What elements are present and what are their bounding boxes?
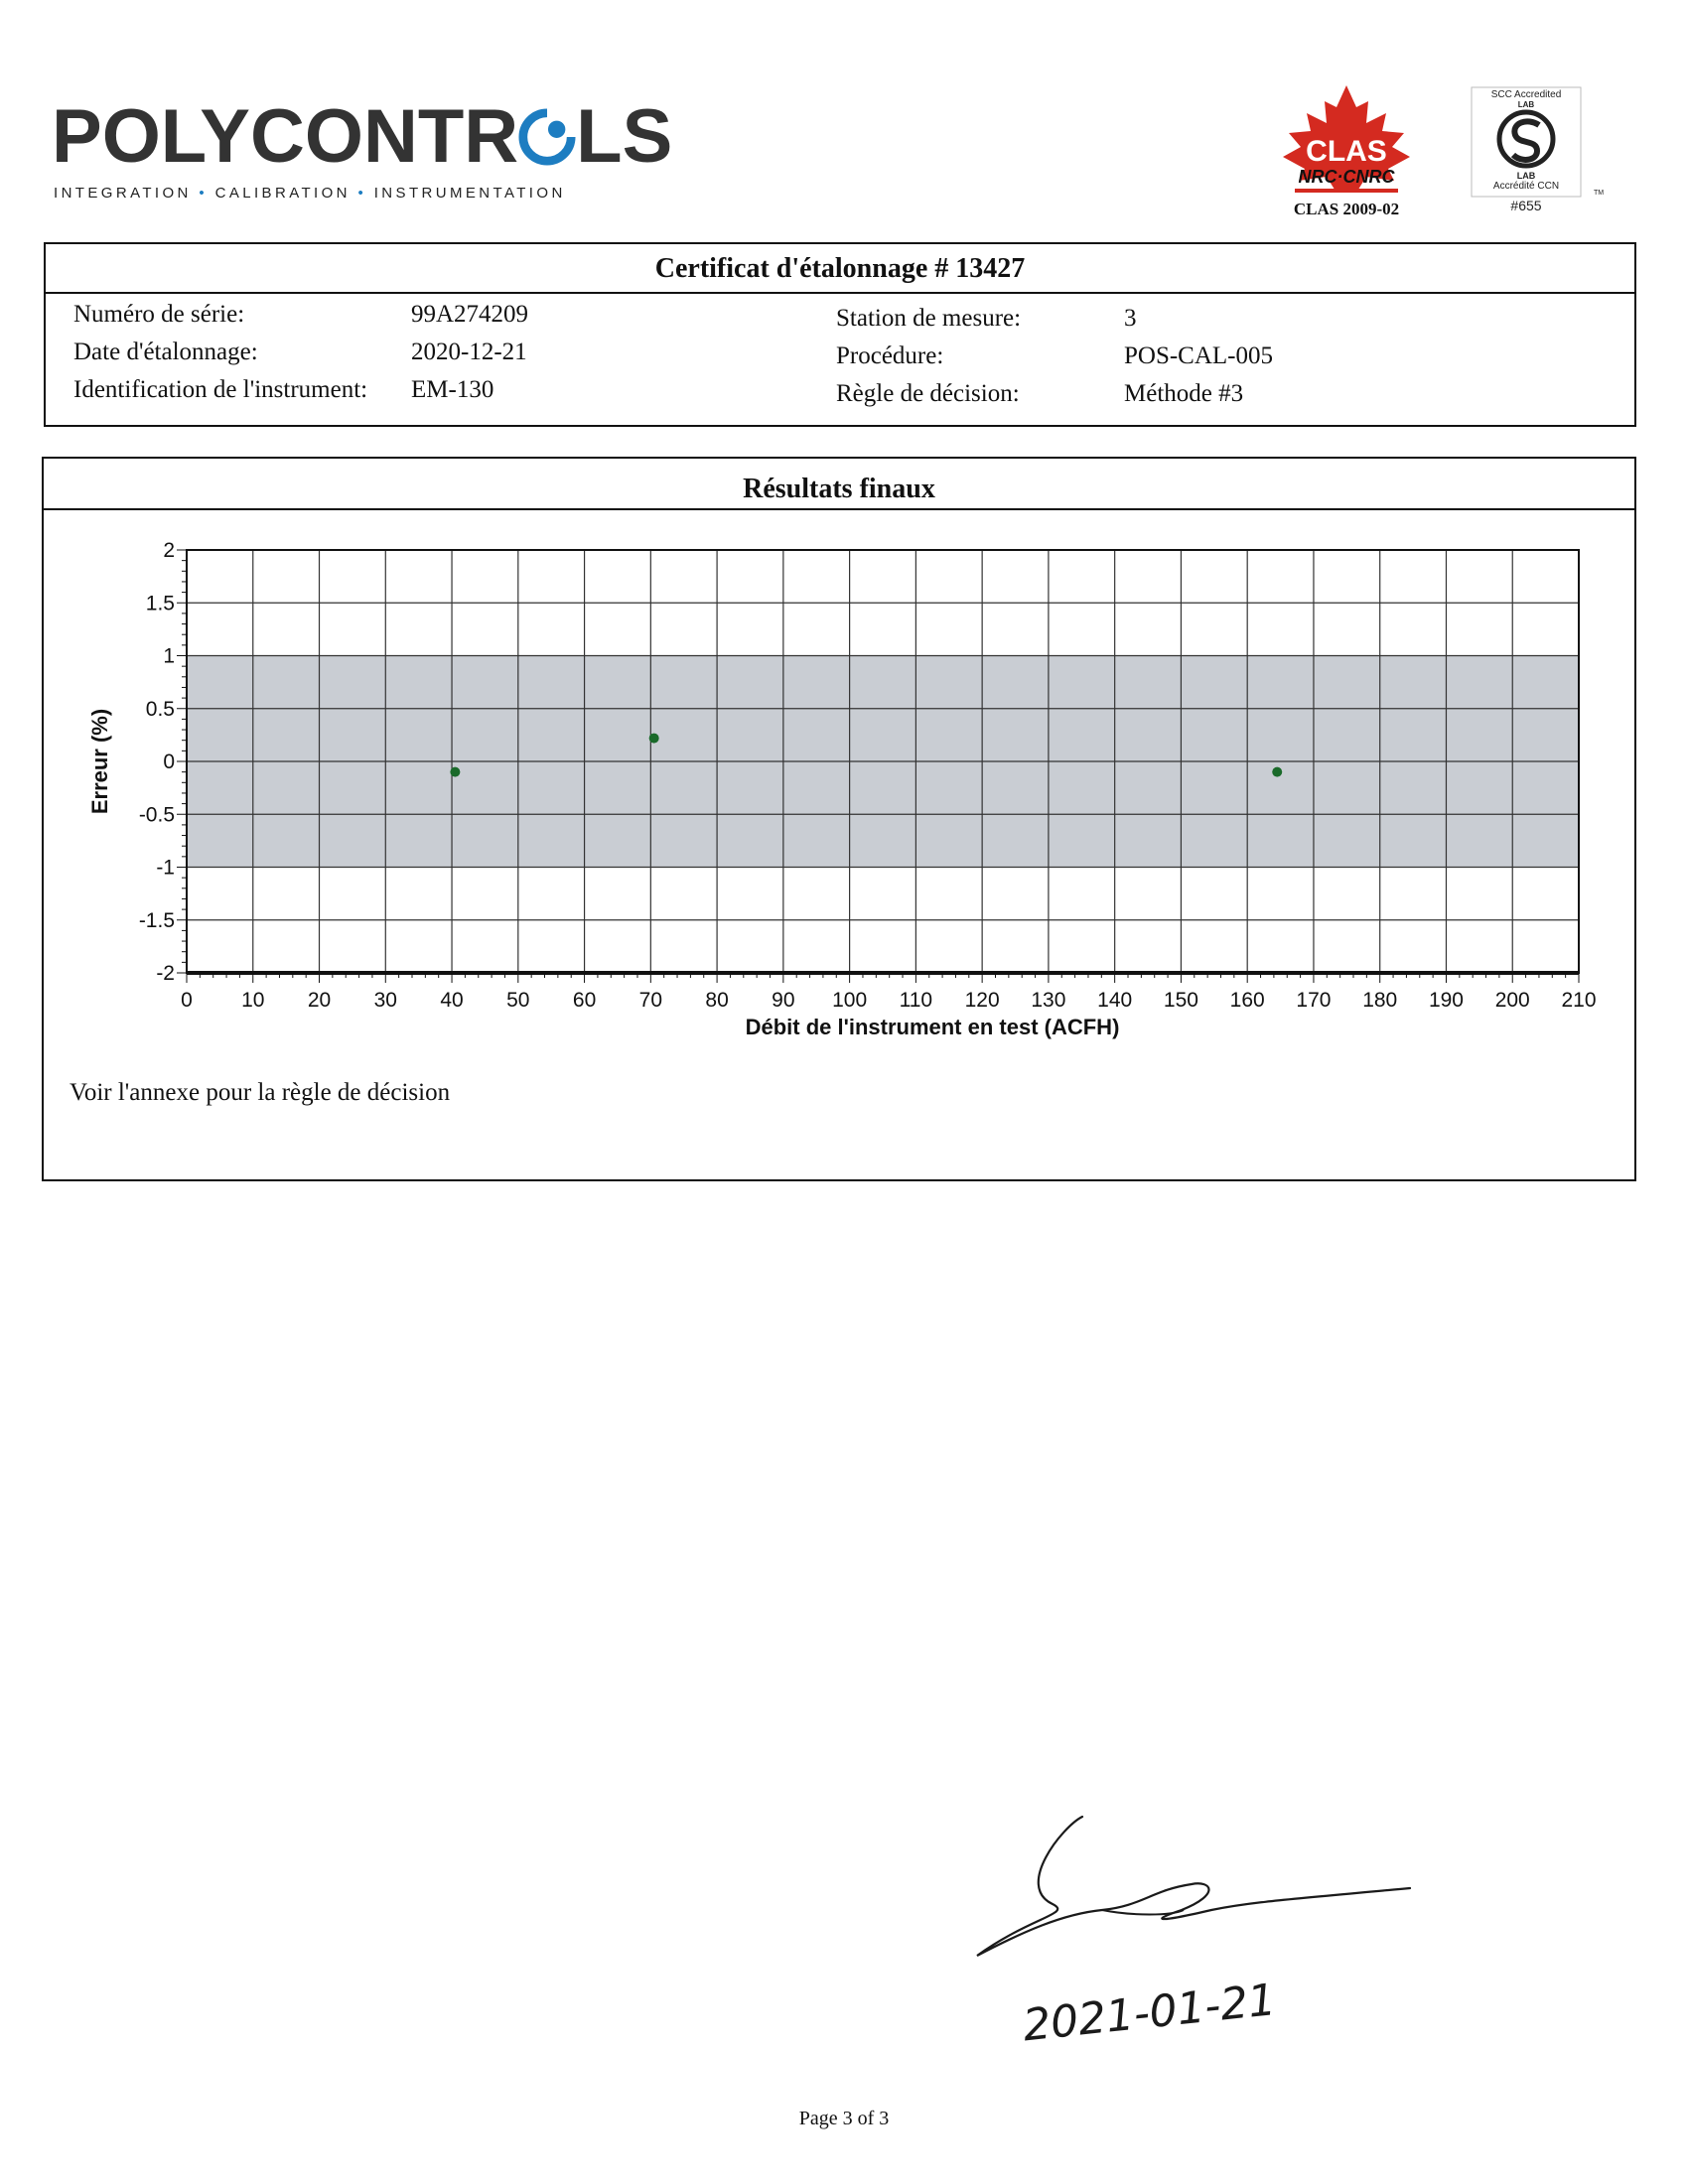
page-number: Page 3 of 3 — [798, 2108, 890, 2129]
field-label: Date d'étalonnage: — [73, 339, 258, 365]
y-tick-label: -0.5 — [138, 803, 175, 827]
signature-date: 2021-01-21 — [1020, 1975, 1279, 2052]
x-tick-label: 0 — [181, 989, 193, 1012]
x-tick-label: 160 — [1229, 989, 1265, 1012]
error-chart — [60, 526, 1609, 1062]
handwritten-signature — [953, 1807, 1430, 2065]
field-label: Numéro de série: — [73, 301, 245, 328]
x-tick-label: 130 — [1031, 989, 1066, 1012]
x-tick-label: 210 — [1561, 989, 1597, 1012]
field-value: 2020-12-21 — [411, 339, 527, 365]
field-value: EM-130 — [411, 376, 494, 403]
x-tick-label: 180 — [1362, 989, 1398, 1012]
x-tick-label: 90 — [772, 989, 795, 1012]
logo-text-left: POLYCONTR — [52, 94, 519, 179]
y-axis-label: Erreur (%) — [87, 708, 112, 815]
scc-number: #655 — [1510, 198, 1542, 213]
field-label: Identification de l'instrument: — [73, 376, 368, 403]
scc-bottom-text: Accrédité CCN — [1492, 181, 1560, 192]
field-label: Station de mesure: — [836, 305, 1022, 332]
x-tick-label: 100 — [832, 989, 868, 1012]
certificate-info-box — [44, 242, 1636, 427]
x-tick-label: 20 — [307, 989, 332, 1012]
tagline-separator: • — [357, 185, 367, 202]
x-tick-label: 30 — [373, 989, 397, 1012]
x-tick-label: 40 — [440, 989, 464, 1012]
scc-lab-top: LAB — [1517, 100, 1535, 109]
certificate-title: Certificat d'étalonnage # 13427 — [46, 244, 1634, 294]
x-tick-label: 150 — [1163, 989, 1198, 1012]
tagline-part: INSTRUMENTATION — [373, 185, 566, 202]
field-label: Procédure: — [836, 342, 944, 369]
clas-text: CLAS — [1306, 135, 1387, 168]
x-tick-label: 140 — [1097, 989, 1133, 1012]
data-point — [450, 767, 460, 777]
scc-lab-bottom: LAB — [1516, 171, 1536, 181]
data-point — [649, 734, 659, 744]
clas-code: CLAS 2009-02 — [1293, 200, 1400, 218]
x-tick-label: 110 — [899, 989, 933, 1012]
y-tick-label: 1 — [163, 644, 175, 668]
x-tick-label: 10 — [241, 989, 265, 1012]
field-value: 3 — [1124, 305, 1137, 332]
tagline-part: INTEGRATION — [54, 185, 192, 202]
x-tick-label: 200 — [1494, 989, 1530, 1012]
logo-text-right: LS — [576, 94, 673, 179]
x-tick-label: 80 — [705, 989, 729, 1012]
field-value: 99A274209 — [411, 301, 529, 328]
decision-rule-note: Voir l'annexe pour la règle de décision — [70, 1079, 451, 1106]
x-tick-label: 190 — [1428, 989, 1464, 1012]
clas-logo — [1271, 83, 1422, 222]
y-tick-label: -2 — [156, 962, 175, 985]
scc-logo — [1470, 85, 1611, 214]
y-tick-label: 0 — [163, 751, 175, 773]
logo-tagline — [54, 185, 566, 202]
y-tick-label: 1.5 — [145, 592, 175, 615]
y-tick-label: 0.5 — [145, 697, 175, 721]
field-value: Méthode #3 — [1124, 380, 1244, 407]
field-value: POS-CAL-005 — [1124, 342, 1274, 369]
x-tick-label: 70 — [638, 989, 663, 1012]
tagline-separator: • — [199, 185, 209, 202]
data-point — [1272, 767, 1282, 777]
x-tick-label: 120 — [964, 989, 1000, 1012]
logo-swirl-icon — [518, 108, 576, 166]
x-axis-label: Débit de l'instrument en test (ACFH) — [745, 1015, 1120, 1039]
x-tick-label: 50 — [506, 989, 530, 1012]
scc-tm: TM — [1593, 190, 1605, 197]
clas-org-text: NRC·CNRC — [1298, 167, 1395, 187]
scc-top-text: SCC Accredited — [1490, 89, 1562, 100]
y-tick-label: 2 — [163, 539, 175, 562]
x-tick-label: 60 — [572, 989, 597, 1012]
tagline-part: CALIBRATION — [214, 185, 351, 202]
field-label: Règle de décision: — [836, 380, 1020, 407]
x-tick-label: 170 — [1296, 989, 1332, 1012]
y-tick-label: -1.5 — [138, 908, 175, 932]
results-title: Résultats finaux — [44, 459, 1634, 510]
company-logo — [52, 94, 673, 179]
y-tick-label: -1 — [156, 856, 175, 880]
